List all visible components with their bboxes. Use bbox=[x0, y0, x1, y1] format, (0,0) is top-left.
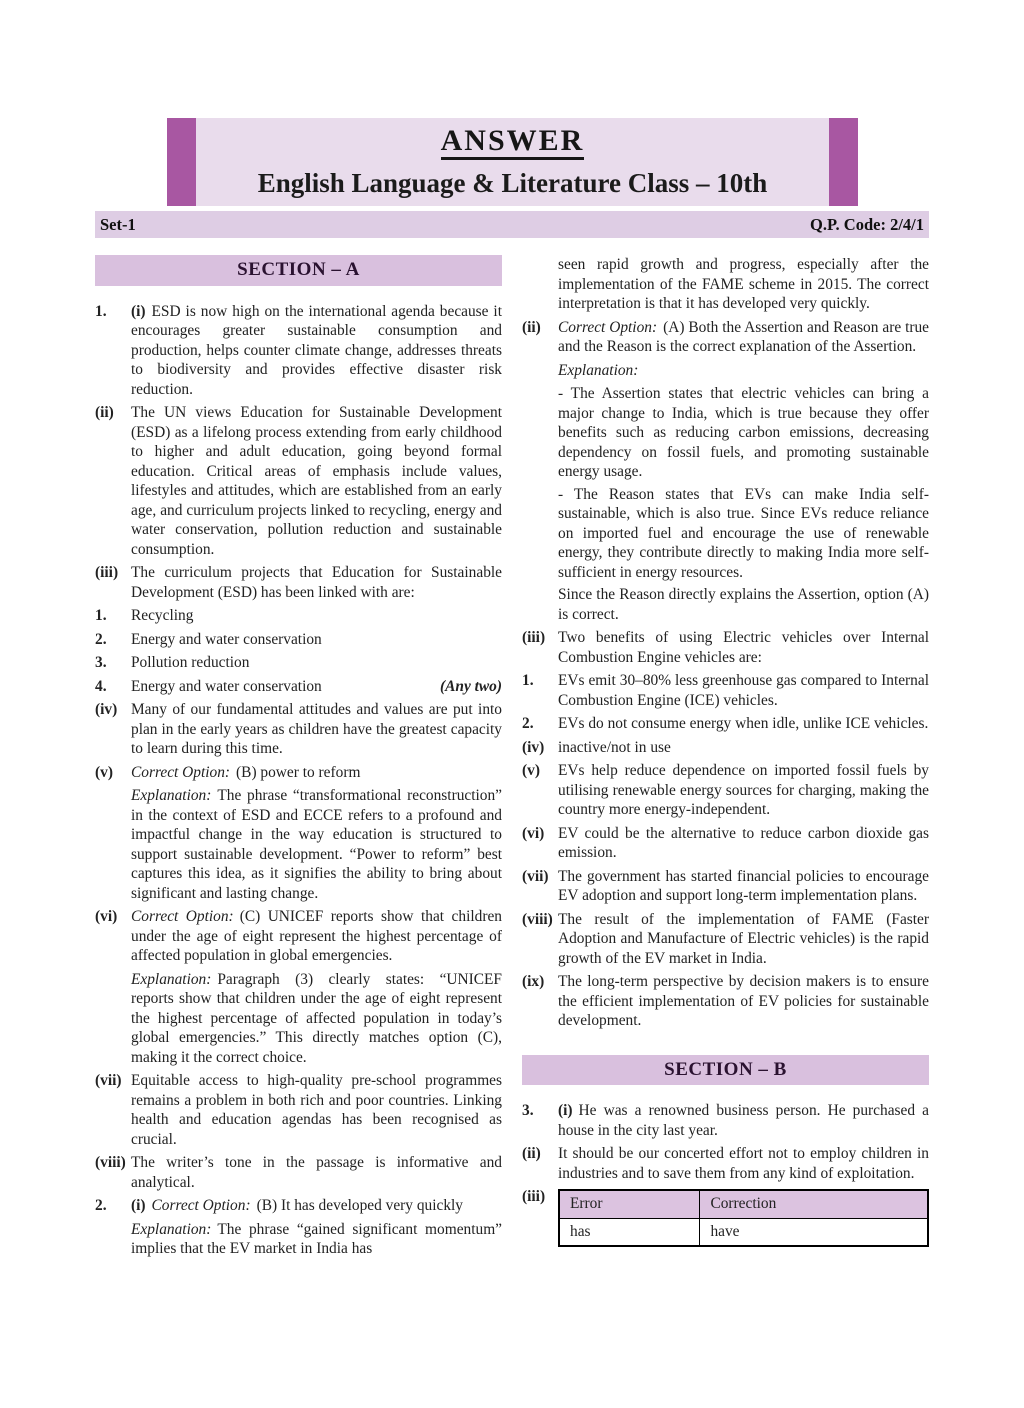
section-b-header: SECTION – B bbox=[522, 1055, 929, 1086]
answer-q2-iv bbox=[522, 738, 929, 758]
answer-text: EV could be the alternative to reduce carbon dioxide gas emission. bbox=[558, 824, 929, 861]
item-marker: (viii) bbox=[95, 1154, 126, 1171]
correct-option-label: Correct Option: bbox=[131, 763, 231, 781]
answer-q1-i bbox=[95, 302, 502, 400]
answer-q1-vi bbox=[95, 907, 502, 966]
answer-text: inactive/not in use bbox=[558, 738, 671, 756]
list-number: 1. bbox=[95, 607, 107, 624]
answer-text: The long-term perspective by decision makers is to ensure the efficient implementation of EV policies for sustainable development. bbox=[558, 973, 929, 1029]
table-header-row bbox=[559, 1190, 928, 1218]
section-a-header: SECTION – A bbox=[95, 255, 502, 286]
list-text: EVs do not consume energy when idle, unlike ICE vehicles. bbox=[558, 715, 929, 732]
answer-text: The government has started financial policies to encourage EV adoption and support long-term implementation plans. bbox=[558, 867, 929, 904]
set-label: Set-1 bbox=[100, 214, 136, 234]
explanation-label: Explanation: bbox=[558, 361, 639, 379]
explanation-label: Explanation: bbox=[131, 1220, 212, 1238]
meta-bar bbox=[95, 211, 929, 238]
item-marker: (iii) bbox=[95, 564, 119, 581]
list-text: EVs emit 30–80% less greenhouse gas compared to Internal Combustion Engine (ICE) vehicles. bbox=[558, 672, 929, 709]
table-row bbox=[559, 1218, 928, 1246]
any-two-note: (Any two) bbox=[440, 677, 502, 695]
answer-text: The writer’s tone in the passage is informative and analytical. bbox=[131, 1154, 502, 1191]
answer-text: The UN views Education for Sustainable Development (ESD) as a lifelong process extending from early childhood to higher and adult education, going beyond formal education. Critical areas of emphasis include values, lifestyles and attitudes, which are established from an early age, and curriculum projects linked to recycling, energy and water conservation, pollution reduction and sustainable consumption. bbox=[131, 404, 502, 558]
answer-text: EVs help reduce dependence on imported fossil fuels by utilising renewable energy sources for charging, making the country more energy-independent. bbox=[558, 762, 929, 818]
answer-text: He was a renowned business person. He purchased a house in the city last year. bbox=[558, 1102, 929, 1139]
answer-q1-iii bbox=[95, 563, 502, 602]
answer-q1-v bbox=[95, 763, 502, 783]
reason-paragraph: - The Reason states that EVs can make India self-sustainable, which is also true. Since EVs reduce reliance on imported fuel and encourage the use of renewable energy, they contribute directly to making India more self-sufficient in energy resources. bbox=[558, 485, 929, 581]
list-number: 1. bbox=[522, 672, 534, 689]
error-cell: has bbox=[559, 1218, 700, 1246]
item-marker: (v) bbox=[95, 763, 113, 781]
list-number: 2. bbox=[95, 630, 107, 648]
answer-q2-ix bbox=[522, 972, 929, 1031]
answer-text: Equitable access to high-quality pre-school programmes remains a problem in both rich and poor countries. Linking health and education agendas has been recognised as crucial. bbox=[131, 1072, 502, 1148]
correction-column-header: Correction bbox=[700, 1190, 928, 1218]
item-marker: (vii) bbox=[95, 1072, 122, 1089]
item-marker: (iv) bbox=[522, 738, 545, 756]
answer-text: (B) It has developed very quickly bbox=[256, 1197, 464, 1214]
answer-text: The result of the implementation of FAME (Faster Adoption and Manufacture of Electric vehicles) is the rapid growth of the EV market in India. bbox=[558, 910, 929, 967]
correct-option-label: Correct Option: bbox=[151, 1197, 251, 1214]
item-marker: (i) bbox=[131, 302, 146, 320]
explanation-text: The phrase “gained significant momentum” implies that the EV market in India has bbox=[131, 1220, 502, 1257]
item-marker: (iii) bbox=[522, 1188, 546, 1205]
conclusion-paragraph: Since the Reason directly explains the Assertion, option (A) is correct. bbox=[558, 586, 929, 623]
answer-q1-vii bbox=[95, 1071, 502, 1149]
item-marker: (iii) bbox=[522, 629, 546, 646]
explanation-q1-v bbox=[131, 786, 502, 903]
right-column bbox=[522, 255, 929, 1251]
correct-option-label: Correct Option: bbox=[558, 318, 658, 336]
question-number: 2. bbox=[95, 1197, 107, 1214]
answer-q3-i bbox=[522, 1101, 929, 1140]
answer-q2-vii bbox=[522, 867, 929, 906]
answer-text: (A) Both the Assertion and Reason are true and the Reason is the correct explanation of the Assertion. bbox=[558, 318, 929, 355]
item-marker: (vi) bbox=[95, 908, 118, 925]
page-subtitle: English Language & Literature Class – 10th bbox=[257, 168, 768, 199]
answer-q2-iii bbox=[522, 628, 929, 667]
error-column-header: Error bbox=[559, 1190, 700, 1218]
answer-text: (B) power to reform bbox=[236, 763, 361, 781]
list-number: 2. bbox=[522, 715, 534, 732]
right-accent-bar bbox=[829, 118, 858, 206]
answer-q3-ii bbox=[522, 1144, 929, 1183]
answer-q1-iv bbox=[95, 700, 502, 759]
item-marker: (ix) bbox=[522, 973, 545, 990]
item-marker: (i) bbox=[131, 1197, 146, 1214]
item-marker: (viii) bbox=[522, 910, 553, 928]
explanation-text: Paragraph (3) clearly states: “UNICEF reports show that children under the age of eight represent the highest percentage of affected population in today’s global emergencies.” This directly matches option (C), making it the correct choice. bbox=[131, 970, 502, 1066]
list-item bbox=[95, 630, 502, 650]
item-marker: (iv) bbox=[95, 701, 118, 718]
answer-q2-vi bbox=[522, 824, 929, 863]
list-text: Recycling bbox=[131, 607, 194, 624]
qp-code: Q.P. Code: 2/4/1 bbox=[810, 214, 924, 234]
list-text: Pollution reduction bbox=[131, 654, 250, 671]
answer-text: Two benefits of using Electric vehicles over Internal Combustion Engine vehicles are: bbox=[558, 629, 929, 666]
answer-q2-viii bbox=[522, 910, 929, 969]
answer-text: Many of our fundamental attitudes and values are put into plan in the early years as children have the greatest capacity to learn during this time. bbox=[131, 701, 502, 757]
answer-text: It should be our concerted effort not to employ children in industries and to save them from any kind of exploitation. bbox=[558, 1145, 929, 1182]
list-item bbox=[95, 677, 502, 697]
answer-q2-v bbox=[522, 761, 929, 820]
correction-cell: have bbox=[700, 1218, 928, 1246]
list-item bbox=[95, 606, 502, 626]
list-item bbox=[95, 653, 502, 673]
left-accent-bar bbox=[167, 118, 196, 206]
banner-text-block bbox=[196, 118, 829, 206]
correct-option-label: Correct Option: bbox=[131, 908, 234, 925]
error-correction-table bbox=[558, 1189, 929, 1247]
answer-q3-iii bbox=[522, 1187, 929, 1247]
explanation-label: Explanation: bbox=[131, 970, 212, 988]
answer-text: The curriculum projects that Education for Sustainable Development (ESD) has been linked with are: bbox=[131, 564, 502, 601]
item-marker: (v) bbox=[522, 762, 540, 779]
list-number: 4. bbox=[95, 677, 107, 695]
answer-q1-viii bbox=[95, 1153, 502, 1192]
continuation-paragraph: seen rapid growth and progress, especially after the implementation of the FAME scheme in 2015. The correct interpretation is that it has developed very quickly. bbox=[558, 256, 929, 312]
explanation-q2-i bbox=[131, 1220, 502, 1259]
left-column bbox=[95, 255, 502, 1263]
list-text: Energy and water conservation bbox=[131, 677, 322, 695]
page-title: ANSWER bbox=[441, 125, 585, 161]
item-marker: (vi) bbox=[522, 824, 545, 842]
item-marker: (vii) bbox=[522, 867, 549, 885]
answer-q1-ii bbox=[95, 403, 502, 559]
item-marker: (ii) bbox=[522, 1145, 541, 1162]
answer-text: ESD is now high on the international agenda because it encourages greater sustainable consumption and production, helps counter climate change, addresses threats to biodiversity and provides effective disaster risk reduction. bbox=[131, 302, 502, 398]
assertion-paragraph: - The Assertion states that electric vehicles can bring a major change to India, which is true because they offer benefits such as reducing carbon emissions, decreasing dependency on fossil fuels, and promoting sustainable energy usage. bbox=[558, 385, 929, 480]
item-marker: (ii) bbox=[95, 404, 114, 421]
list-text: Energy and water conservation bbox=[131, 630, 322, 648]
list-number: 3. bbox=[95, 654, 107, 671]
content-columns bbox=[95, 255, 929, 1263]
explanation-q1-vi bbox=[131, 970, 502, 1068]
answer-q2-ii bbox=[522, 318, 929, 357]
explanation-label: Explanation: bbox=[131, 787, 212, 804]
question-number: 3. bbox=[522, 1102, 534, 1119]
header-banner bbox=[167, 118, 858, 206]
list-item bbox=[522, 714, 929, 734]
answer-text: (C) UNICEF reports show that children under the age of eight represent the highest percentage of affected population in global emergencies. bbox=[131, 908, 502, 964]
explanation-text: The phrase “transformational reconstruction” in the context of ESD and ECCE refers to a profound and impactful change in the way education is structured to support sustainable development. “Power to reform” best captures this idea, as it signifies the ability to bring about significant and lasting change. bbox=[131, 787, 502, 902]
list-item bbox=[522, 671, 929, 710]
question-number: 1. bbox=[95, 302, 107, 320]
item-marker: (i) bbox=[558, 1102, 573, 1119]
answer-q2-i bbox=[95, 1196, 502, 1216]
item-marker: (ii) bbox=[522, 318, 541, 336]
